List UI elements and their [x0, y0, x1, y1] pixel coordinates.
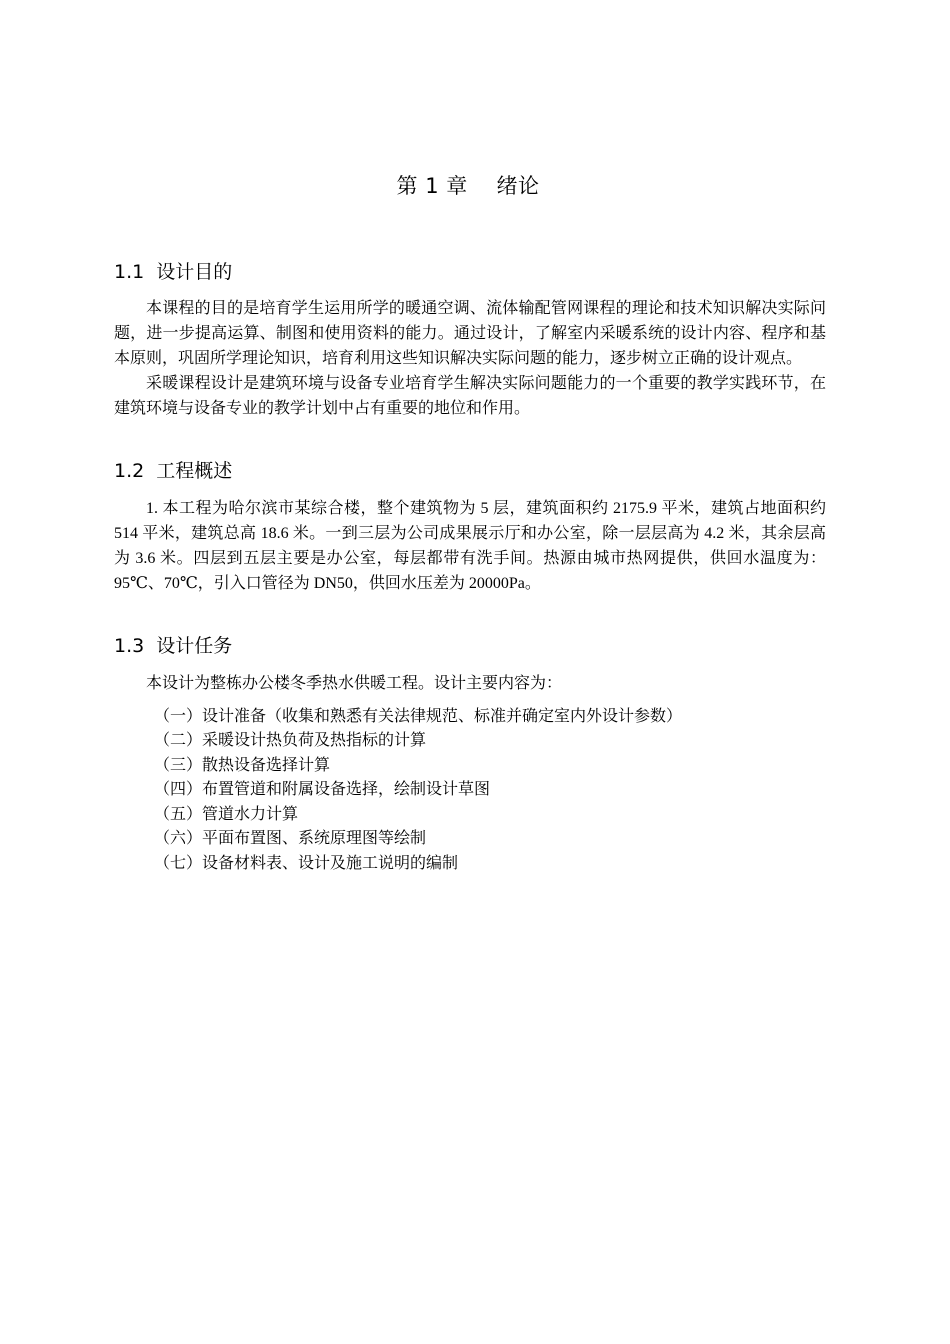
list-item: （六）平面布置图、系统原理图等绘制: [154, 830, 427, 847]
section-1-1-body: [114, 296, 826, 421]
task-list: [114, 705, 826, 877]
list-item: （七）设备材料表、设计及施工说明的编制: [154, 854, 459, 872]
paragraph: 1. 本工程为哈尔滨市某综合楼，整个建筑物为 5 层，建筑面积约 2175.9 平米，建筑占地面积约 514 平米，建筑总高 18.6 米。一到三层为公司成果展示厅和办公室，除一层层高为 4.2 米，其余层高为 3.6 米。四层到五层主要是办公室，每层都带有洗手间。热源由城市热网提供，供回水温度为：95℃、70℃，引入口管径为 DN50，供回水压差为 20000Pa。: [114, 500, 826, 592]
list-item: （三）散热设备选择计算: [154, 756, 331, 774]
paragraph: 本课程的目的是培育学生运用所学的暖通空调、流体输配管网课程的理论和技术知识解决实际问题，进一步提高运算、制图和使用资料的能力。通过设计，了解室内采暖系统的设计内容、程序和基本原则，巩固所学理论知识，培育利用这些知识解决实际问题的能力，逐步树立正确的设计观点。: [114, 300, 826, 367]
list-item: （二）采暖设计热负荷及热指标的计算: [154, 732, 427, 749]
section-1-3-body: [114, 672, 826, 876]
section-1-2-body: [114, 496, 826, 596]
section-heading-1-3: 1.3 设计任务: [114, 635, 233, 657]
list-item: （四）布置管道和附属设备选择，绘制设计草图: [154, 781, 491, 798]
section-heading-1-1: 1.1 设计目的: [114, 261, 233, 283]
list-item: （五）管道水力计算: [154, 805, 299, 823]
paragraph: 采暖课程设计是建筑环境与设备专业培育学生解决实际问题能力的一个重要的教学实践环节，在建筑环境与设备专业的教学计划中占有重要的地位和作用。: [114, 375, 826, 417]
list-intro: 本设计为整栋办公楼冬季热水供暖工程。设计主要内容为：: [146, 675, 563, 692]
chapter-title: 第 1 章 绪论: [396, 174, 540, 198]
list-item: （一）设计准备（收集和熟悉有关法律规范、标准并确定室内外设计参数）: [154, 707, 683, 725]
section-heading-1-2: 1.2 工程概述: [114, 460, 233, 482]
